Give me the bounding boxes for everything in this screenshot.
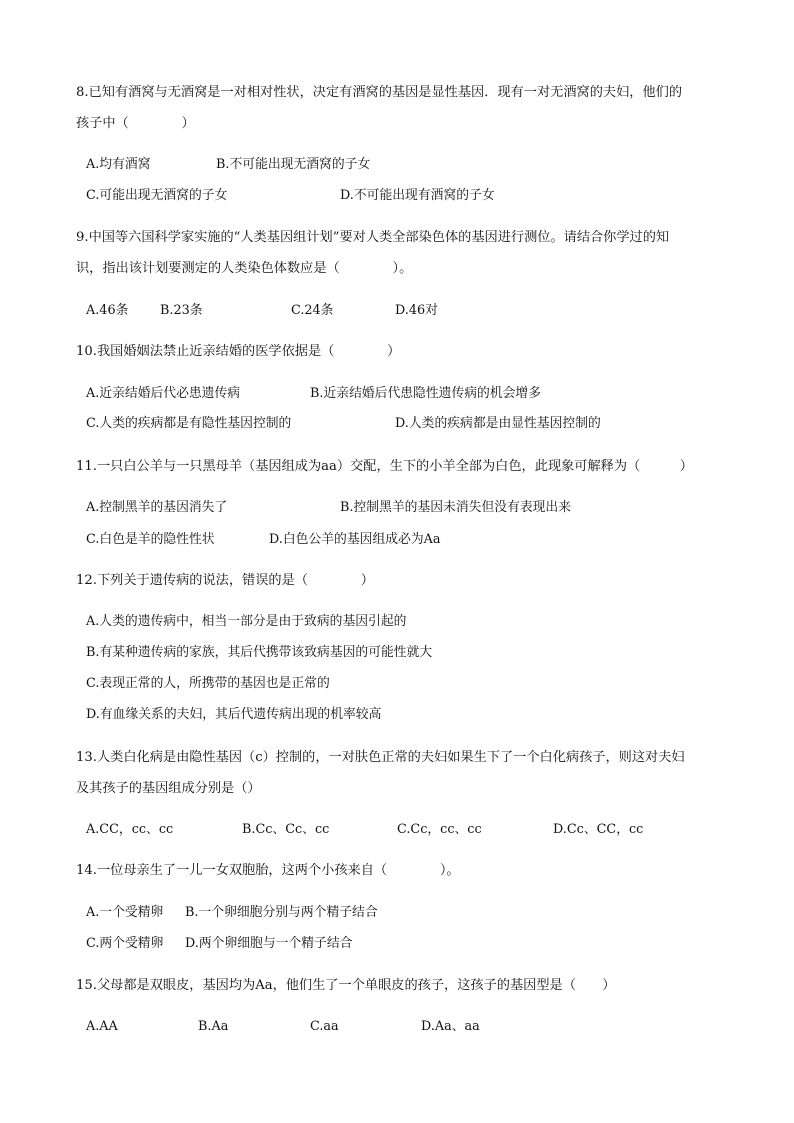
question-11-option-c: C.白色是羊的隐性性状 xyxy=(86,532,215,547)
question-11-stem-line-1: 11.一只白公羊与一只黑母羊（基因组成为aa）交配，生下的小羊全部为白色，此现象可解释为（ ） xyxy=(76,459,693,474)
question-13-stem-line-1: 13.人类白化病是由隐性基因（c）控制的，一对肤色正常的夫妇如果生下了一个白化病孩子，则这对夫妇 xyxy=(76,750,685,765)
question-15-option-d: D.Aa、aa xyxy=(421,1019,480,1034)
question-10-stem xyxy=(76,336,726,367)
question-14-stem xyxy=(76,855,726,886)
question-8-option-d: D.不可能出现有酒窝的子女 xyxy=(340,188,495,203)
question-13-stem xyxy=(76,742,726,804)
question-10-option-a: A.近亲结婚后代必患遗传病 xyxy=(86,386,241,401)
question-11-option-d: D.白色公羊的基因组成必为Aa xyxy=(269,532,441,547)
question-13-stem-line-2: 及其孩子的基因组成分别是（） xyxy=(76,781,261,796)
question-9-stem-line-2: 识，指出该计划要测定的人类染色体数应是（ ）。 xyxy=(76,261,413,276)
question-9-stem xyxy=(76,222,726,284)
question-11-option-b: B.控制黑羊的基因未消失但没有表现出来 xyxy=(340,500,572,515)
question-8-option-b: B.不可能出现无酒窝的子女 xyxy=(216,157,371,172)
question-11-option-a: A.控制黑羊的基因消失了 xyxy=(86,500,228,515)
question-8-option-a: A.均有酒窝 xyxy=(86,157,151,172)
question-14-option-c: C.两个受精卵 xyxy=(86,936,164,951)
question-14-option-a: A.一个受精卵 xyxy=(86,905,164,920)
question-13-option-d: D.Cc、CC，cc xyxy=(553,822,644,837)
question-10-stem-line-1: 10.我国婚姻法禁止近亲结婚的医学依据是（ ） xyxy=(76,344,401,359)
question-13-option-b: B.Cc、Cc、cc xyxy=(242,822,330,837)
question-10-option-b: B.近亲结婚后代患隐性遗传病的机会增多 xyxy=(310,386,542,401)
question-9-option-a: A.46条 xyxy=(86,303,129,318)
question-12-option-a: A.人类的遗传病中，相当一部分是由于致病的基因引起的 xyxy=(86,614,407,629)
question-10-option-d: D.人类的疾病都是由显性基因控制的 xyxy=(395,416,601,431)
question-14-option-b: B.一个卵细胞分别与两个精子结合 xyxy=(185,905,378,920)
question-15-stem-line-1: 15.父母都是双眼皮，基因均为Aa，他们生了一个单眼皮的孩子，这孩子的基因型是（ ） xyxy=(76,978,616,993)
question-15-option-a: A.AA xyxy=(86,1019,118,1034)
question-14-stem-line-1: 14.一位母亲生了一儿一女双胞胎，这两个小孩来自（ ）。 xyxy=(76,863,460,878)
question-12-stem-line-1: 12.下列关于遗传病的说法，错误的是（ ） xyxy=(76,573,374,588)
question-13-option-c: C.Cc，cc、cc xyxy=(397,822,482,837)
question-14-option-d: D.两个卵细胞与一个精子结合 xyxy=(185,936,353,951)
question-15-stem xyxy=(76,970,726,1001)
question-9-stem-line-1: 9.中国等六国科学家实施的“人类基因组计划”要对人类全部染色体的基因进行测位。请结合你学过的知 xyxy=(76,230,670,245)
question-8-stem-line-1: 8.已知有酒窝与无酒窝是一对相对性状，决定有酒窝的基因是显性基因．现有一对无酒窝的夫妇，他们的 xyxy=(76,85,683,100)
question-12-option-d: D.有血缘关系的夫妇，其后代遗传病出现的机率较高 xyxy=(86,707,382,722)
question-15-option-c: C.aa xyxy=(310,1019,339,1034)
question-9-option-d: D.46对 xyxy=(395,303,438,318)
question-8-stem-line-2: 孩子中（ ） xyxy=(76,116,195,131)
question-13-option-a: A.CC，cc、cc xyxy=(86,822,174,837)
question-8-stem xyxy=(76,77,726,139)
question-12-option-c: C.表现正常的人，所携带的基因也是正常的 xyxy=(86,676,330,691)
question-15-option-b: B.Aa xyxy=(198,1019,229,1034)
question-11-stem xyxy=(76,451,726,482)
question-10-option-c: C.人类的疾病都是有隐性基因控制的 xyxy=(86,416,292,431)
question-12-stem xyxy=(76,565,726,596)
question-9-option-b: B.23条 xyxy=(160,303,203,318)
question-12-option-b: B.有某种遗传病的家族，其后代携带该致病基因的可能性就大 xyxy=(86,645,433,660)
question-9-option-c: C.24条 xyxy=(291,303,334,318)
question-8-option-c: C.可能出现无酒窝的子女 xyxy=(86,188,228,203)
